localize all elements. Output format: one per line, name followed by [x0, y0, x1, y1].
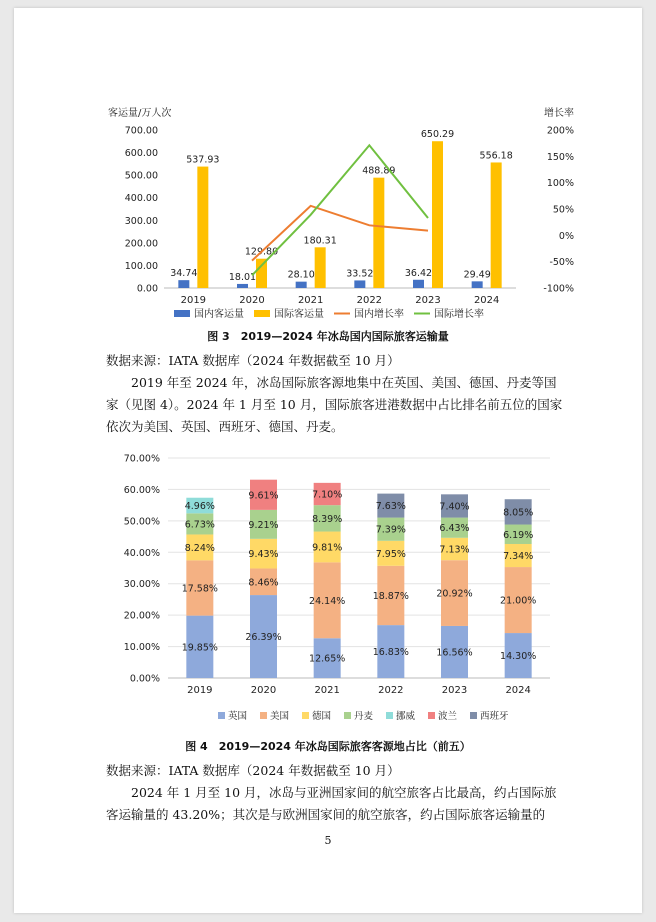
bar-domestic — [237, 284, 248, 288]
x-tick-label: 2021 — [314, 685, 340, 696]
data-source-1: 数据来源：IATA 数据库（2024 年数据截至 10 月） — [106, 353, 400, 368]
y-tick-right: 200% — [546, 125, 574, 137]
legend-swatch — [428, 712, 435, 719]
segment-value-label: 8.46% — [248, 577, 279, 589]
y-tick-left: 100.00 — [124, 260, 158, 272]
segment-value-label: 9.61% — [248, 490, 279, 502]
legend-label: 国际客运量 — [274, 309, 324, 320]
segment-value-label: 6.19% — [503, 529, 534, 541]
bar-domestic — [472, 281, 483, 288]
y-tick-left: 700.00 — [124, 125, 158, 137]
y-tick-label: 30.00% — [123, 579, 160, 591]
y-tick-left: 400.00 — [124, 193, 158, 205]
segment-value-label: 26.39% — [245, 632, 282, 644]
segment-value-label: 24.14% — [309, 595, 346, 607]
segment-value-label: 14.30% — [500, 651, 537, 663]
bar-international — [256, 259, 267, 288]
bar-domestic — [413, 280, 424, 288]
segment-value-label: 6.43% — [439, 523, 470, 535]
y-tick-right: -100% — [543, 283, 574, 295]
segment-value-label: 7.34% — [503, 551, 534, 563]
bar-value-label: 34.74 — [170, 268, 198, 280]
y-tick-label: 20.00% — [123, 610, 160, 622]
bar-international — [315, 247, 326, 288]
bar-value-label: 650.29 — [420, 129, 455, 141]
bar-value-label: 129.80 — [244, 246, 279, 258]
bar-value-label: 537.93 — [186, 154, 220, 166]
legend-label: 挪威 — [396, 711, 416, 722]
segment-value-label: 19.85% — [181, 642, 218, 654]
segment-value-label: 17.58% — [181, 583, 218, 595]
y-axis-right-title: 增长率 — [544, 108, 574, 119]
segment-value-label: 8.39% — [312, 513, 343, 525]
segment-value-label: 12.65% — [309, 653, 346, 665]
segment-value-label: 20.92% — [436, 588, 473, 600]
bar-value-label: 488.89 — [362, 165, 396, 177]
y-tick-label: 10.00% — [123, 642, 160, 654]
y-tick-right: 50% — [552, 204, 574, 216]
y-tick-label: 50.00% — [123, 516, 160, 528]
page-number: 5 — [324, 834, 332, 847]
bar-international — [432, 141, 443, 288]
bar-value-label: 180.31 — [303, 235, 337, 247]
bar-value-label: 28.10 — [287, 269, 315, 281]
y-tick-left: 300.00 — [124, 215, 158, 227]
legend-swatch — [254, 310, 270, 317]
x-tick-label: 2023 — [415, 295, 441, 306]
bar-domestic — [296, 282, 307, 288]
segment-value-label: 8.24% — [184, 542, 215, 554]
figure-3-caption: 图 3 2019—2024 年冰岛国内国际旅客运输量 — [207, 330, 449, 343]
data-source-2: 数据来源：IATA 数据库（2024 年数据截至 10 月） — [106, 763, 400, 778]
y-tick-right: 0% — [558, 230, 574, 242]
segment-value-label: 18.87% — [372, 590, 409, 602]
x-tick-label: 2024 — [473, 295, 500, 306]
x-tick-label: 2022 — [378, 685, 404, 696]
bar-domestic — [178, 280, 189, 288]
legend-label: 美国 — [270, 711, 290, 722]
paragraph-2: 2024 年 1 月至 10 月，冰岛与亚洲国家间的航空旅客占比最高，约占国际旅客运输量的 43.20%；其次是与欧洲国家间的航空旅客，约占国际旅客运输量的 — [106, 785, 557, 822]
figure-3-chart — [106, 96, 576, 328]
segment-value-label: 16.83% — [372, 647, 409, 659]
legend-swatch — [174, 310, 190, 317]
legend-label: 丹麦 — [354, 711, 374, 722]
legend-label: 西班牙 — [480, 711, 509, 722]
bar-international — [197, 167, 208, 288]
bar-value-label: 29.49 — [463, 269, 491, 281]
y-tick-left: 500.00 — [124, 170, 158, 182]
legend-swatch — [470, 712, 477, 719]
y-tick-right: 150% — [546, 151, 574, 163]
bar-international — [373, 178, 384, 288]
x-tick-label: 2021 — [297, 295, 324, 306]
segment-value-label: 7.40% — [439, 501, 470, 513]
figure-4-chart — [100, 445, 570, 728]
y-tick-label: 60.00% — [123, 484, 160, 496]
line-domestic-growth — [252, 206, 428, 261]
segment-value-label: 7.13% — [439, 544, 470, 556]
y-tick-left: 200.00 — [124, 238, 158, 250]
y-tick-left: 600.00 — [124, 148, 158, 160]
legend-swatch — [260, 712, 267, 719]
bar-value-label: 18.01 — [228, 271, 257, 283]
legend-swatch — [344, 712, 351, 719]
x-tick-label: 2019 — [187, 685, 213, 696]
legend-swatch — [386, 712, 393, 719]
legend-label: 英国 — [228, 711, 248, 722]
y-tick-right: 100% — [546, 178, 574, 190]
segment-value-label: 9.81% — [312, 542, 343, 554]
bar-value-label: 33.52 — [346, 268, 374, 280]
legend-label: 国际增长率 — [434, 309, 484, 320]
bar-domestic — [354, 280, 365, 288]
segment-value-label: 4.96% — [184, 501, 215, 513]
legend-label: 国内增长率 — [354, 309, 404, 320]
segment-value-label: 8.05% — [503, 507, 534, 519]
segment-value-label: 21.00% — [500, 595, 537, 607]
x-tick-label: 2024 — [505, 685, 531, 696]
x-tick-label: 2019 — [180, 295, 207, 306]
line-international-growth — [252, 145, 428, 275]
bar-value-label: 36.42 — [404, 267, 433, 279]
y-axis-left-title: 客运量/万人次 — [108, 108, 172, 119]
legend-label: 国内客运量 — [194, 309, 244, 320]
y-tick-left: 0.00 — [136, 283, 158, 295]
x-tick-label: 2023 — [441, 685, 468, 696]
paragraph-1: 2019 年至 2024 年，冰岛国际旅客源地集中在英国、美国、德国、丹麦等国家（见图 4）。2024 年 1 月至 10 月，国际旅客进港数据中占比排名前五位的国家依次为美国、英国、西班牙、德国、丹麦。 — [106, 375, 563, 434]
y-tick-right: -50% — [549, 257, 574, 269]
segment-value-label: 16.56% — [436, 647, 473, 659]
x-tick-label: 2020 — [250, 685, 277, 696]
y-tick-label: 40.00% — [123, 547, 160, 559]
segment-value-label: 9.21% — [248, 519, 279, 531]
y-tick-label: 0.00% — [129, 673, 160, 685]
segment-value-label: 9.43% — [248, 549, 279, 561]
y-tick-label: 70.00% — [123, 453, 160, 465]
segment-value-label: 7.95% — [375, 548, 406, 560]
bar-value-label: 556.18 — [479, 150, 513, 162]
segment-value-label: 7.10% — [312, 489, 343, 501]
legend-swatch — [218, 712, 225, 719]
segment-value-label: 7.63% — [375, 501, 406, 513]
legend-label: 德国 — [312, 711, 332, 722]
legend-swatch — [302, 712, 309, 719]
segment-value-label: 6.73% — [184, 519, 215, 531]
figure-4-caption: 图 4 2019—2024 年冰岛国际旅客客源地占比（前五） — [185, 740, 471, 753]
x-tick-label: 2020 — [239, 295, 265, 306]
segment-value-label: 7.39% — [375, 524, 406, 536]
x-tick-label: 2022 — [356, 295, 383, 306]
document-page — [14, 8, 642, 913]
legend-label: 波兰 — [438, 711, 458, 722]
bar-international — [491, 162, 502, 288]
